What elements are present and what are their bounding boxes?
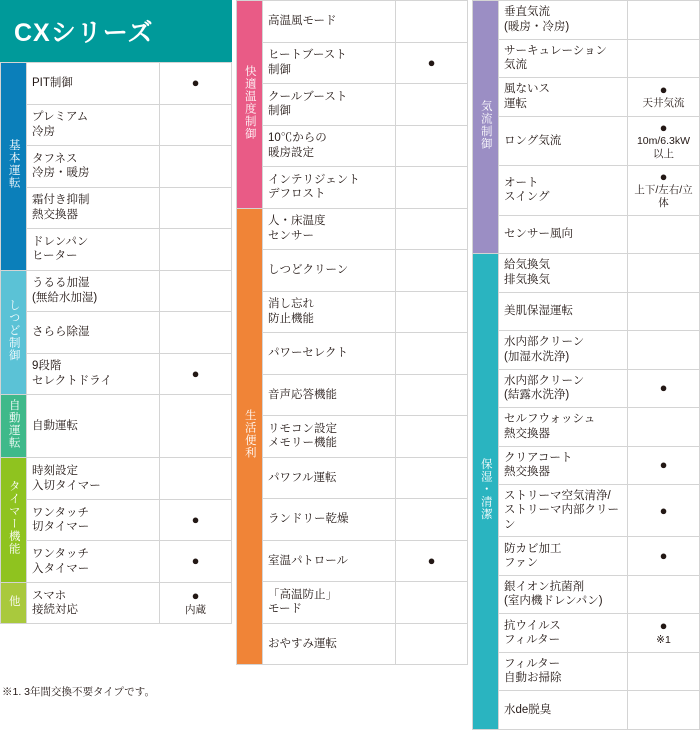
feature-availability [628, 575, 700, 614]
feature-name: ドレンパン ヒーター [27, 229, 160, 271]
table-row [473, 537, 700, 576]
feature-availability [628, 116, 700, 166]
feature-name: 垂直気流 (暖房・冷房) [499, 1, 628, 40]
feature-name: 霜付き抑制 熱交換器 [27, 187, 160, 229]
table-row [1, 187, 232, 229]
availability-dot-icon: ● [191, 553, 200, 569]
table-row [237, 84, 468, 126]
table-row [473, 1, 700, 40]
feature-name: ストリーマ空気清浄/ ストリーマ内部クリーン [499, 485, 628, 537]
feature-availability [160, 270, 232, 312]
feature-availability [396, 208, 468, 250]
table-row [1, 63, 232, 105]
feature-availability [628, 369, 700, 408]
table-row [473, 215, 700, 254]
table-row [1, 104, 232, 146]
feature-availability [628, 254, 700, 293]
availability-dot-icon: ● [191, 365, 200, 381]
table-row [1, 541, 232, 583]
table-row [473, 369, 700, 408]
table-row [237, 499, 468, 541]
availability-dot-icon: ● [659, 457, 668, 473]
feature-name: おやすみ運転 [263, 623, 396, 665]
feature-availability [396, 457, 468, 499]
category-label [473, 1, 499, 254]
category-label-text: 保湿・清潔 [479, 457, 492, 521]
feature-name: 室温パトロール [263, 540, 396, 582]
category-label-text: しつど制御 [7, 298, 20, 362]
table-row [1, 395, 232, 458]
feature-name: セルフウォッシュ 熱交換器 [499, 408, 628, 447]
availability-dot-icon: ● [659, 169, 668, 185]
table-row [473, 78, 700, 117]
availability-dot-icon: ● [427, 552, 436, 568]
table-row [237, 374, 468, 416]
feature-name: 消し忘れ 防止機能 [263, 291, 396, 333]
category-label [1, 270, 27, 395]
feature-availability [396, 1, 468, 43]
feature-availability [160, 312, 232, 354]
feature-name: フィルター 自動お掃除 [499, 652, 628, 691]
table-row [237, 1, 468, 43]
table-row [237, 416, 468, 458]
feature-availability [628, 691, 700, 730]
feature-name: しつどクリーン [263, 250, 396, 292]
feature-availability [160, 395, 232, 458]
availability-dot-icon: ● [191, 588, 200, 604]
feature-name: ロング気流 [499, 116, 628, 166]
feature-name: ワンタッチ 切タイマー [27, 499, 160, 541]
availability-dot-icon: ● [659, 502, 668, 518]
feature-name: PIT制御 [27, 63, 160, 105]
table-row [473, 408, 700, 447]
feature-name: パワフル運転 [263, 457, 396, 499]
table-row [473, 446, 700, 485]
feature-name: 「高温防止」 モード [263, 582, 396, 624]
table-row [473, 292, 700, 331]
table-row [237, 623, 468, 665]
feature-name: 自動運転 [27, 395, 160, 458]
left-spec-table [0, 62, 232, 624]
availability-dot-icon: ● [659, 547, 668, 563]
table-row [473, 652, 700, 691]
feature-availability [628, 39, 700, 78]
footnote: ※1. 3年間交換不要タイプです。 [2, 686, 155, 698]
table-row [237, 457, 468, 499]
feature-availability [396, 167, 468, 209]
feature-availability [396, 333, 468, 375]
table-row [237, 42, 468, 84]
feature-availability [160, 229, 232, 271]
feature-name: オート スイング [499, 166, 628, 216]
availability-dot-icon: ● [427, 54, 436, 70]
table-row [473, 691, 700, 730]
availability-note: 内蔵 [185, 603, 206, 616]
table-row [237, 125, 468, 167]
feature-name: 人・床温度 センサー [263, 208, 396, 250]
feature-availability [396, 582, 468, 624]
category-label [237, 208, 263, 665]
feature-name: 給気換気 排気換気 [499, 254, 628, 293]
table-row [473, 254, 700, 293]
availability-note: 上下/左右/立体 [634, 184, 693, 210]
table-row [1, 229, 232, 271]
feature-availability [160, 458, 232, 500]
table-row [237, 250, 468, 292]
feature-availability [628, 1, 700, 40]
availability-note: 天井気流 [642, 97, 685, 110]
availability-note: ※1 [656, 633, 671, 646]
availability-dot-icon: ● [191, 511, 200, 527]
table-row [473, 166, 700, 216]
feature-name: センサー風向 [499, 215, 628, 254]
right-spec-table [472, 0, 700, 730]
series-title: CXシリーズ [14, 19, 154, 47]
middle-column [236, 0, 468, 700]
feature-availability [628, 408, 700, 447]
feature-availability [628, 215, 700, 254]
feature-availability [628, 652, 700, 691]
left-column [0, 0, 232, 700]
availability-dot-icon: ● [659, 380, 668, 396]
feature-availability [628, 292, 700, 331]
feature-name: さらら除湿 [27, 312, 160, 354]
feature-name: インテリジェント デフロスト [263, 167, 396, 209]
feature-availability [396, 623, 468, 665]
feature-name: 時刻設定 入切タイマー [27, 458, 160, 500]
feature-name: サーキュレーション 気流 [499, 39, 628, 78]
feature-availability [160, 541, 232, 583]
table-row [237, 291, 468, 333]
category-label-text: 自動運転 [7, 399, 20, 449]
feature-name: 風ないス 運転 [499, 78, 628, 117]
feature-name: 銀イオン抗菌剤 (室内機ドレンパン) [499, 575, 628, 614]
feature-name: 美肌保湿運転 [499, 292, 628, 331]
feature-availability [396, 125, 468, 167]
category-label [1, 582, 27, 624]
table-row [1, 270, 232, 312]
feature-availability [396, 374, 468, 416]
feature-availability [396, 416, 468, 458]
feature-name: パワーセレクト [263, 333, 396, 375]
feature-name: クリアコート 熱交換器 [499, 446, 628, 485]
availability-dot-icon: ● [659, 618, 668, 634]
feature-availability [160, 63, 232, 105]
feature-name: 水内部クリーン (加湿水洗浄) [499, 331, 628, 370]
feature-name: 9段階 セレクトドライ [27, 353, 160, 395]
feature-name: うるる加湿 (無給水加湿) [27, 270, 160, 312]
feature-name: プレミアム 冷房 [27, 104, 160, 146]
feature-name: タフネス 冷房・暖房 [27, 146, 160, 188]
table-row [237, 582, 468, 624]
table-row [473, 485, 700, 537]
table-row [1, 458, 232, 500]
feature-name: ヒートブースト 制御 [263, 42, 396, 84]
feature-availability [396, 84, 468, 126]
table-row [473, 614, 700, 653]
category-label-text: 快適温度制御 [243, 64, 256, 140]
middle-spec-table [236, 0, 468, 665]
table-row [473, 116, 700, 166]
table-row [237, 333, 468, 375]
category-label-text: 基本運転 [7, 139, 20, 190]
table-row [237, 208, 468, 250]
feature-availability [628, 166, 700, 216]
right-column [472, 0, 700, 716]
table-row [1, 582, 232, 624]
feature-availability [628, 78, 700, 117]
table-row [1, 312, 232, 354]
feature-name: 音声応答機能 [263, 374, 396, 416]
category-label [473, 254, 499, 730]
availability-dot-icon: ● [659, 82, 668, 98]
feature-name: リモコン設定 メモリー機能 [263, 416, 396, 458]
category-label-text: 他 [7, 594, 20, 608]
feature-name: スマホ 接続対応 [27, 582, 160, 624]
feature-availability [628, 537, 700, 576]
feature-availability [628, 614, 700, 653]
feature-availability [628, 331, 700, 370]
table-row [1, 499, 232, 541]
feature-availability [396, 499, 468, 541]
table-row [237, 540, 468, 582]
feature-availability [160, 353, 232, 395]
availability-dot-icon: ● [659, 119, 668, 135]
feature-name: ワンタッチ 入タイマー [27, 541, 160, 583]
table-row [473, 331, 700, 370]
feature-name: 抗ウイルス フィルター [499, 614, 628, 653]
category-label-text: タイマー機能 [7, 480, 20, 556]
page-title [0, 0, 232, 62]
category-label [1, 63, 27, 271]
feature-availability [160, 187, 232, 229]
table-row [237, 167, 468, 209]
availability-note: 10m/6.3kW以上 [636, 134, 691, 160]
feature-availability [396, 540, 468, 582]
category-label [237, 1, 263, 209]
feature-availability [160, 104, 232, 146]
feature-name: 10℃からの 暖房設定 [263, 125, 396, 167]
feature-name: 高温風モード [263, 1, 396, 43]
table-row [1, 353, 232, 395]
feature-availability [396, 291, 468, 333]
table-row [473, 575, 700, 614]
feature-name: 水内部クリーン (結露水洗浄) [499, 369, 628, 408]
feature-availability [396, 250, 468, 292]
feature-availability [628, 485, 700, 537]
feature-availability [396, 42, 468, 84]
feature-name: ランドリー乾燥 [263, 499, 396, 541]
feature-availability [160, 582, 232, 624]
category-label [1, 395, 27, 458]
feature-name: 防カビ加工 ファン [499, 537, 628, 576]
feature-name: 水de脱臭 [499, 691, 628, 730]
table-row [473, 39, 700, 78]
category-label-text: 気流制御 [479, 99, 492, 150]
feature-availability [160, 499, 232, 541]
feature-name: クールブースト 制御 [263, 84, 396, 126]
table-row [1, 146, 232, 188]
category-label [1, 458, 27, 583]
category-label-text: 生活便利 [243, 409, 256, 460]
availability-dot-icon: ● [191, 75, 200, 91]
feature-availability [160, 146, 232, 188]
feature-availability [628, 446, 700, 485]
